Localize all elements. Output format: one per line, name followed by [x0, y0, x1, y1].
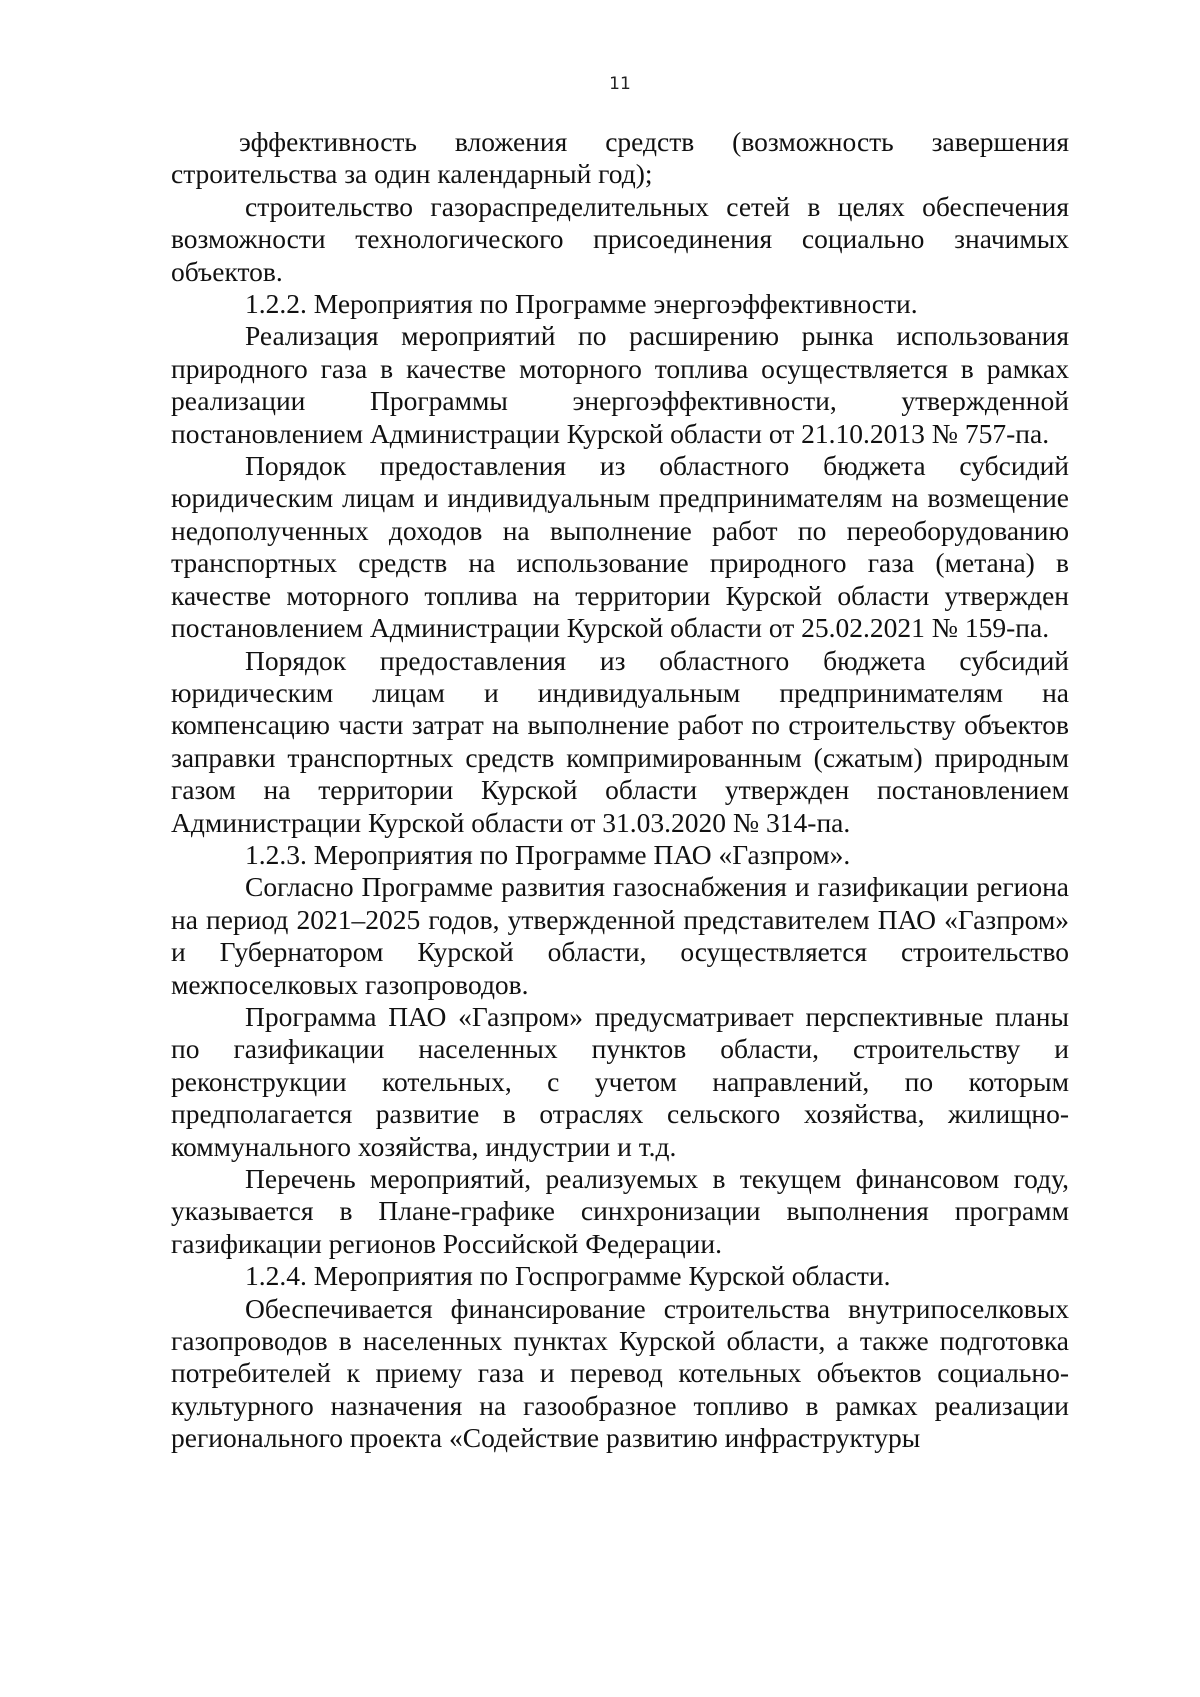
paragraph: Порядок предоставления из областного бюджета субсидий юридическим лицам и индивидуальным предпринимателям на возмещение недополученных доходов на выполнение работ по переоборудованию транспортных средств на использование природного газа (метана) в качестве моторного топлива на территории Курской области утвержден постановлением Администрации Курской области от 25.02.2021 № 159-па.	[171, 450, 1069, 644]
paragraph: Порядок предоставления из областного бюджета субсидий юридическим лицам и индивидуальным предпринимателям на компенсацию части затрат на выполнение работ по строительству объектов заправки транспортных средств компримированным (сжатым) природным газом на территории Курской области утвержден постановлением Администрации Курской области от 31.03.2020 № 314-па.	[171, 644, 1069, 838]
page-number: 11	[609, 74, 631, 94]
paragraph: Обеспечивается финансирование строительства внутрипоселковых газопроводов в населенных пунктах Курской области, а также подготовка потребителей к приему газа и перевод котельных объектов социально-культурного назначения на газообразное топливо в рамках реализации регионального проекта «Содействие развитию инфраструктуры	[171, 1292, 1069, 1454]
document-body	[171, 126, 1069, 1455]
paragraph: строительство газораспределительных сетей в целях обеспечения возможности технологического присоединения социально значимых объектов.	[171, 190, 1069, 287]
paragraph: Согласно Программе развития газоснабжения и газификации региона на период 2021–2025 годов, утвержденной представителем ПАО «Газпром» и Губернатором Курской области, осуществляется строительство межпоселковых газопроводов.	[171, 871, 1069, 1000]
paragraph: эффективность вложения средств (возможность завершения строительства за один календарный год);	[171, 126, 1069, 190]
paragraph: Реализация мероприятий по расширению рынка использования природного газа в качестве моторного топлива осуществляется в рамках реализации Программы энергоэффективности, утвержденной постановлением Администрации Курской области от 21.10.2013 № 757-па.	[171, 320, 1069, 449]
paragraph: Перечень мероприятий, реализуемых в текущем финансовом году, указывается в Плане-графике синхронизации выполнения программ газификации регионов Российской Федерации.	[171, 1163, 1069, 1259]
section-heading: 1.2.4. Мероприятия по Госпрограмме Курской области.	[245, 1260, 891, 1292]
section-heading: 1.2.2. Мероприятия по Программе энергоэффективности.	[245, 288, 918, 320]
section-heading: 1.2.3. Мероприятия по Программе ПАО «Газпром».	[245, 838, 851, 870]
paragraph: Программа ПАО «Газпром» предусматривает перспективные планы по газификации населенных пунктов области, строительству и реконструкции котельных, с учетом направлений, по которым предполагается развитие в отраслях сельского хозяйства, жилищно-коммунального хозяйства, индустрии и т.д.	[171, 1000, 1069, 1162]
